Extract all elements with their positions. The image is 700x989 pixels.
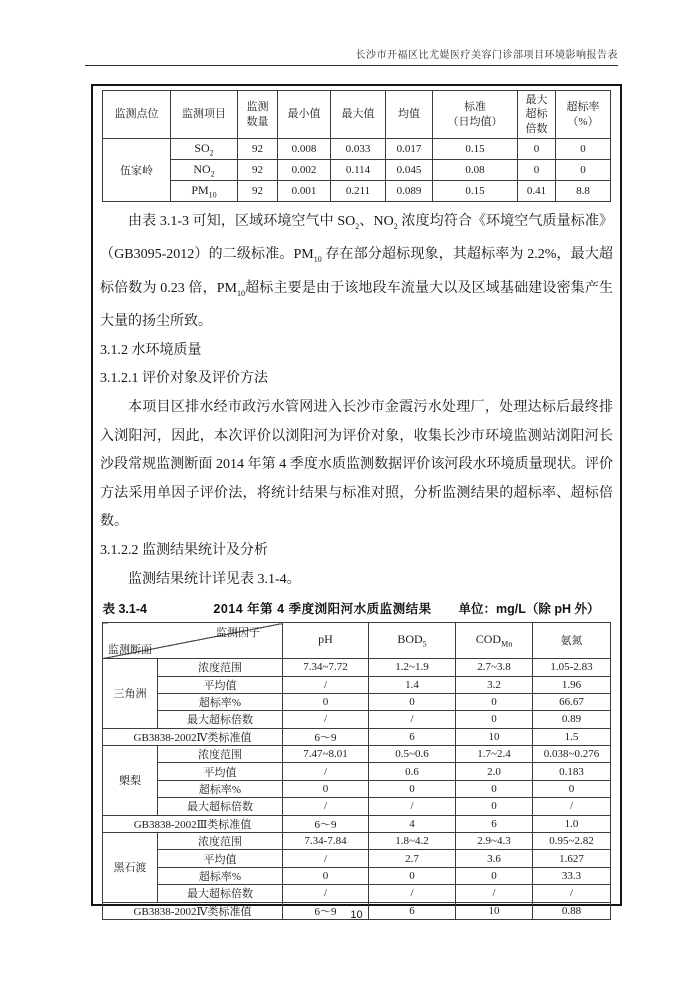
cell-value: 0.211 <box>331 181 386 202</box>
standard-label: GB3838-2002Ⅲ类标准值 <box>103 815 283 832</box>
cell-value: 6～9 <box>283 902 369 919</box>
col-header-min: 最小值 <box>278 91 331 139</box>
corner-label-section: 监测断面 <box>108 644 152 657</box>
content-frame <box>91 84 622 918</box>
row-label: 最大超标倍数 <box>158 711 283 728</box>
cell-value: 1.96 <box>533 676 611 693</box>
row-label: 最大超标倍数 <box>158 885 283 902</box>
cell-value: 0 <box>518 160 556 181</box>
table-row <box>103 711 611 728</box>
cell-value: 2.9~4.3 <box>456 833 533 850</box>
table-row <box>103 833 611 850</box>
cell-value: 7.47~8.01 <box>283 746 369 763</box>
standard-row <box>103 815 611 832</box>
row-label: 平均值 <box>158 676 283 693</box>
cell-value: 0.045 <box>386 160 433 181</box>
row-label: 浓度范围 <box>158 746 283 763</box>
corner-label-factor: 监测因子 <box>216 627 260 640</box>
standard-label: GB3838-2002Ⅳ类标准值 <box>103 902 283 919</box>
cell-value: 6 <box>369 728 456 745</box>
col-header-count: 监测 数量 <box>238 91 278 139</box>
section-heading-3-1-2-2: 3.1.2.2 监测结果统计及分析 <box>100 542 268 558</box>
row-label: 超标率% <box>158 693 283 710</box>
row-label: 浓度范围 <box>158 833 283 850</box>
diagonal-corner-cell <box>103 623 283 659</box>
pollutant-so2: $SO_2$ <box>171 139 238 160</box>
cell-value: / <box>283 798 369 815</box>
air-table-header-row <box>103 91 611 139</box>
col-header-bod5: $BOD_5$ <box>369 623 456 659</box>
row-label: 超标率% <box>158 780 283 797</box>
cell-value: 0.114 <box>331 160 386 181</box>
cell-value: 7.34~7.72 <box>283 659 369 676</box>
cell-value: 0 <box>456 780 533 797</box>
air-quality-table <box>102 90 611 202</box>
row-label: 平均值 <box>158 763 283 780</box>
section-site-sanjiaozhou: 三角洲 <box>103 659 158 729</box>
cell-value: 0.15 <box>433 181 518 202</box>
cell-value: 92 <box>238 139 278 160</box>
cell-value: 3.2 <box>456 676 533 693</box>
cell-value: 8.8 <box>556 181 611 202</box>
cell-value: 0 <box>456 798 533 815</box>
col-header-max: 最大值 <box>331 91 386 139</box>
cell-value: 0.183 <box>533 763 611 780</box>
cell-value: 3.6 <box>456 850 533 867</box>
cell-value: / <box>283 676 369 693</box>
row-label: 超标率% <box>158 867 283 884</box>
cell-value: 1.7~2.4 <box>456 746 533 763</box>
cell-value: 0.6 <box>369 763 456 780</box>
cell-value: 0.08 <box>433 160 518 181</box>
col-header-max-multiple: 最大 超标 倍数 <box>518 91 556 139</box>
cell-value: 0 <box>518 139 556 160</box>
cell-value: 33.3 <box>533 867 611 884</box>
cell-value: 10 <box>456 728 533 745</box>
standard-row <box>103 728 611 745</box>
cell-value: 0.95~2.82 <box>533 833 611 850</box>
section-heading-3-1-2: 3.1.2 水环境质量 <box>100 342 202 358</box>
cell-value: 0 <box>283 867 369 884</box>
monitoring-site-cell: 伍家岭 <box>103 139 171 202</box>
cell-value: 1.0 <box>533 815 611 832</box>
cell-value: 0 <box>456 711 533 728</box>
standard-label: GB3838-2002Ⅳ类标准值 <box>103 728 283 745</box>
cell-value: 1.8~4.2 <box>369 833 456 850</box>
cell-value: / <box>456 885 533 902</box>
col-header-ph: pH <box>283 623 369 659</box>
table-row <box>103 798 611 815</box>
section-heading-3-1-2-1: 3.1.2.1 评价对象及评价方法 <box>100 371 268 387</box>
cell-value: / <box>369 711 456 728</box>
cell-value: 2.7~3.8 <box>456 659 533 676</box>
cell-value: 6 <box>456 815 533 832</box>
cell-value: 0.89 <box>533 711 611 728</box>
water-table-header-row <box>103 623 611 659</box>
cell-value: 0 <box>283 693 369 710</box>
cell-value: 6 <box>369 902 456 919</box>
cell-value: 66.67 <box>533 693 611 710</box>
col-header-avg: 均值 <box>386 91 433 139</box>
col-header-nh3n: 氨氮 <box>533 623 611 659</box>
cell-value: 7.34-7.84 <box>283 833 369 850</box>
cell-value: / <box>283 763 369 780</box>
cell-value: 0 <box>369 867 456 884</box>
table-row <box>103 763 611 780</box>
table-row <box>103 693 611 710</box>
air-analysis-paragraph: 由表 3.1-3 可知，区域环境空气中 $SO_2$、$NO_2$ 浓度均符合《环境空气质量标准》（GB3095-2012）的二级标准。$PM_{10}$ 存在部分超标现象，其超标率为 2.2%，最大超标倍数为 0.23 倍，$PM_{10}$超标主要是由于该地段车流量大以及区域基础建设密集产生大量的扬尘所致。 <box>100 214 614 330</box>
cell-value: / <box>533 798 611 815</box>
cell-value: 0 <box>456 693 533 710</box>
table-title: 2014 年第 4 季度浏阳河水质监测结果 <box>213 601 432 616</box>
table-row <box>103 746 611 763</box>
cell-value: / <box>283 885 369 902</box>
pollutant-pm10: $PM_{10}$ <box>171 181 238 202</box>
cell-value: 0.002 <box>278 160 331 181</box>
water-table-caption <box>103 595 611 620</box>
row-label: 平均值 <box>158 850 283 867</box>
cell-value: 0.001 <box>278 181 331 202</box>
cell-value: 2.7 <box>369 850 456 867</box>
col-header-codmn: $COD_{Mn}$ <box>456 623 533 659</box>
cell-value: 92 <box>238 160 278 181</box>
cell-value: 0 <box>533 780 611 797</box>
cell-value: 0.15 <box>433 139 518 160</box>
cell-value: 1.5 <box>533 728 611 745</box>
cell-value: 1.2~1.9 <box>369 659 456 676</box>
section-site-langli: 㮾梨 <box>103 746 158 816</box>
cell-value: 0.017 <box>386 139 433 160</box>
air-table-row-no2 <box>103 160 611 181</box>
cell-value: 0.038~0.276 <box>533 746 611 763</box>
cell-value: 0 <box>556 160 611 181</box>
table-number-label: 表 3.1-4 <box>102 601 147 616</box>
table-row <box>103 867 611 884</box>
row-label: 浓度范围 <box>158 659 283 676</box>
cell-value: 2.0 <box>456 763 533 780</box>
cell-value: 0 <box>456 867 533 884</box>
table-row <box>103 780 611 797</box>
section-site-heishidu: 黑石渡 <box>103 833 158 903</box>
col-header-item: 监测项目 <box>171 91 238 139</box>
page-number: 10 <box>350 909 363 921</box>
col-header-exceed-rate: 超标率 （%） <box>556 91 611 139</box>
cell-value: 0 <box>556 139 611 160</box>
see-table-paragraph: 监测结果统计详见表 3.1-4。 <box>128 571 301 587</box>
cell-value: 1.627 <box>533 850 611 867</box>
table-row <box>103 850 611 867</box>
cell-value: / <box>283 711 369 728</box>
cell-value: 6～9 <box>283 815 369 832</box>
table-row <box>103 659 611 676</box>
cell-value: / <box>283 850 369 867</box>
pollutant-no2: $NO_2$ <box>171 160 238 181</box>
table-unit-label: 单位：mg/L（除 pH 外） <box>458 601 600 616</box>
air-table-row-so2 <box>103 139 611 160</box>
running-header-title: 长沙市开福区比尤媞医疗美容门诊部项目环境影响报告表 <box>355 50 618 61</box>
table-row <box>103 676 611 693</box>
cell-value: 1.4 <box>369 676 456 693</box>
cell-value: 6～9 <box>283 728 369 745</box>
running-header <box>85 46 618 66</box>
row-label: 最大超标倍数 <box>158 798 283 815</box>
cell-value: 92 <box>238 181 278 202</box>
cell-value: 0 <box>283 780 369 797</box>
cell-value: / <box>369 885 456 902</box>
air-table-row-pm10 <box>103 181 611 202</box>
cell-value: 0.033 <box>331 139 386 160</box>
cell-value: 0.008 <box>278 139 331 160</box>
cell-value: / <box>533 885 611 902</box>
cell-value: 0.41 <box>518 181 556 202</box>
cell-value: 1.05-2.83 <box>533 659 611 676</box>
cell-value: / <box>369 798 456 815</box>
col-header-site: 监测点位 <box>103 91 171 139</box>
water-quality-table <box>102 622 611 920</box>
cell-value: 10 <box>456 902 533 919</box>
cell-value: 0.5~0.6 <box>369 746 456 763</box>
cell-value: 0.089 <box>386 181 433 202</box>
cell-value: 4 <box>369 815 456 832</box>
cell-value: 0.88 <box>533 902 611 919</box>
col-header-standard: 标准 （日均值） <box>433 91 518 139</box>
cell-value: 0 <box>369 780 456 797</box>
cell-value: 0 <box>369 693 456 710</box>
water-evaluation-paragraph: 本项目区排水经市政污水管网进入长沙市金霞污水处理厂，处理达标后最终排入浏阳河，因此，本次评价以浏阳河为评价对象，收集长沙市环境监测站浏阳河长沙段常规监测断面 2014 年第 4 季度水质监测数据评价该河段水环境质量现状。评价方法采用单因子评价法，将统计结果与标准对照，分析监测结果的超标率、超标倍数。 <box>100 399 613 530</box>
table-row <box>103 885 611 902</box>
